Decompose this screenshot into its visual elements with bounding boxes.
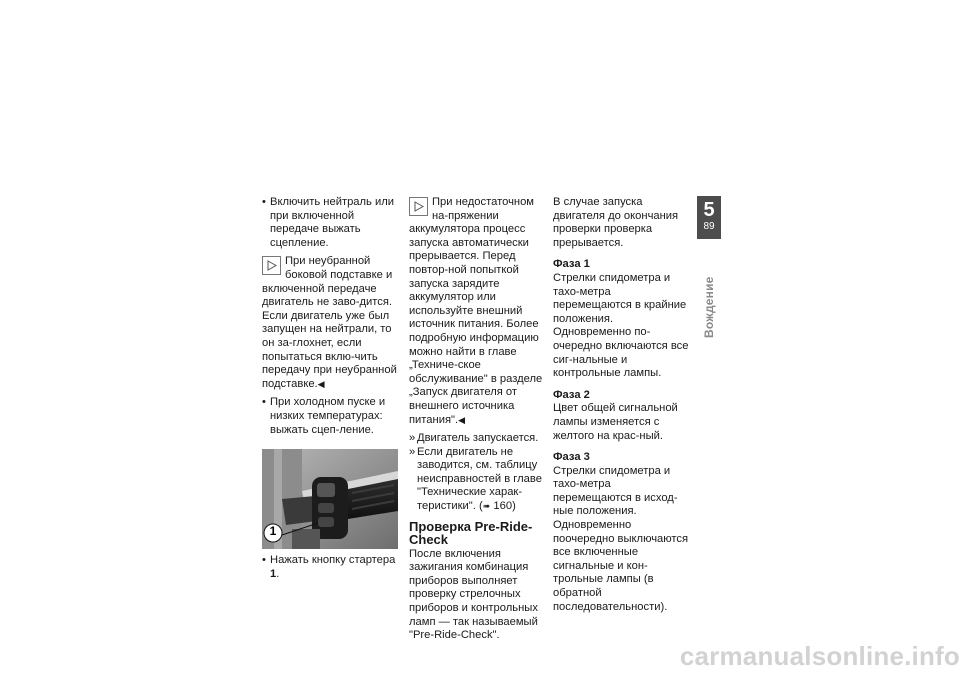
phase-3-text: Стрелки спидометра и тахо-метра перемещаются в исход-ные положения. Одновременно поочередно выключаются все включенные сигнальные и кон-трольные лампы (в обратной последовательности).: [553, 464, 689, 613]
end-mark-icon: ◀: [458, 414, 466, 425]
bullet-mark: •: [262, 554, 266, 567]
bullet-text: Нажать кнопку стартера: [270, 554, 396, 567]
note-sidestand: [262, 255, 398, 391]
phase-1-text: Стрелки спидометра и тахо-метра перемещаются в крайние положения. Одновременно по-очередно включаются все сиг-нальные и контрольные лампы.: [553, 271, 689, 380]
chapter-tab: [697, 196, 721, 239]
section-paragraph: После включения зажигания комбинация приборов выполняет проверку стрелочных приборов и контрольных ламп — так называемый "Pre-Ride-Check".: [409, 547, 538, 642]
result-mark: »: [409, 445, 416, 458]
bullet-mark: •: [262, 396, 266, 409]
chapter-side-label: Вождение: [702, 276, 716, 338]
result-engine-fails: » Если двигатель не заводится, см. таблицу неисправностей в главе "Технические харак-теристики". (➠ 160): [409, 445, 542, 513]
bullet-mark: •: [262, 196, 266, 208]
section-heading: Проверка Pre-Ride-Check: [409, 518, 533, 547]
bullet-starter: • Нажать кнопку стартера 1.: [262, 554, 396, 580]
callout-number: 1: [269, 524, 277, 539]
page-ref-arrow-icon: ➠: [482, 501, 491, 512]
handlebar-photo: [262, 449, 398, 549]
result-text: Если двигатель не заводится, см. таблицу неисправностей в главе "Технические харак-теристики".: [417, 445, 542, 513]
text-column-1: [262, 196, 398, 581]
phase-3-title: Фаза 3: [553, 451, 590, 464]
note-icon: [409, 197, 428, 216]
phase-2-title: Фаза 2: [553, 388, 590, 401]
bullet-text: При холодном пуске и низких температурах: выжать сцеп-ление.: [270, 396, 386, 436]
note-icon: [262, 256, 281, 275]
result-mark: »: [409, 432, 416, 445]
page-ref: 160: [493, 500, 513, 513]
page-number: 89: [703, 221, 715, 232]
note-text: При неубранной боковой подставке и включенной передаче двигатель не заво-дится. Если двигатель уже был запущен на нейтрали, то он за-глохнет, если попытаться вклю-чить передачу при неубранной подставке.: [262, 255, 397, 390]
phase-2-text: Цвет общей сигнальной лампы изменяется с желтого на крас-ный.: [553, 402, 678, 442]
callout-ref: 1: [270, 567, 277, 580]
note-text: При недостаточном на-пряжении аккумулятора процесс запуска автоматически прерывается. Перед повтор-ной попыткой запуска зарядите аккумулятор или используйте внешний источник питания. Более подробную информацию можно найти в главе „Техниче-ское обслуживание" в разделе „Запуск двигателя от внешнего источника питания".: [409, 196, 543, 426]
result-text: Двигатель запускается.: [417, 432, 539, 445]
bullet-cold-start: [262, 396, 398, 437]
text-column-2: [409, 196, 545, 643]
phase-1-title: Фаза 1: [553, 258, 590, 271]
bullet-neutral: [262, 196, 398, 250]
chapter-number: 5: [703, 199, 715, 221]
note-battery: [409, 196, 545, 427]
text-column-3: [553, 196, 689, 614]
bullet-text: Включить нейтраль или при включенной передаче выжать сцепление.: [270, 196, 395, 249]
end-mark-icon: ◀: [317, 378, 325, 389]
watermark: carmanualsonline.info: [679, 641, 960, 671]
result-engine-starts: [409, 432, 545, 446]
intro-paragraph: В случае запуска двигателя до окончания проверки проверка прерывается.: [553, 196, 679, 249]
